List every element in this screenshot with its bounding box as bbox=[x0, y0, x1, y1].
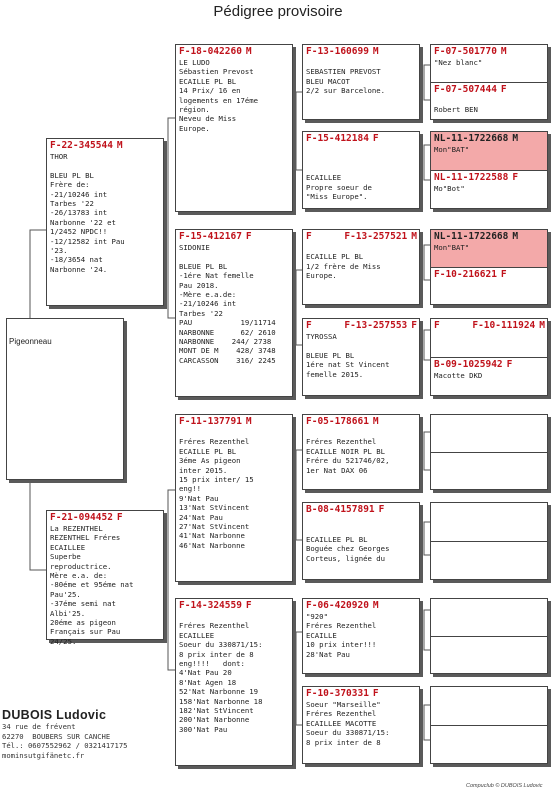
detail-line: 9'Nat Pau bbox=[179, 493, 219, 503]
ring-number: NL-11-1722588 bbox=[434, 172, 509, 183]
maternal-grandmother-card[interactable] bbox=[175, 598, 293, 766]
ring-number: NL-11-1722668 bbox=[434, 133, 509, 144]
mother-card[interactable] bbox=[46, 510, 164, 646]
gggp-stack-8 bbox=[430, 686, 548, 764]
ring-header bbox=[431, 45, 547, 58]
ring-header bbox=[303, 45, 419, 58]
detail-line: BLEU PL BL bbox=[50, 170, 94, 180]
ring-number: F-06-420920 bbox=[306, 600, 369, 611]
card-details bbox=[431, 243, 547, 252]
ring-header bbox=[176, 45, 292, 58]
sex-marker: F bbox=[116, 512, 123, 523]
gggp-3-father[interactable] bbox=[431, 230, 547, 267]
gggp-6-mother[interactable] bbox=[431, 541, 547, 581]
ring-header bbox=[431, 132, 547, 145]
owner-block bbox=[2, 708, 172, 760]
detail-line bbox=[306, 243, 417, 252]
detail-line: 8'Nat Agen 18 bbox=[179, 677, 237, 687]
sex-marker: F bbox=[372, 688, 379, 699]
detail-line bbox=[179, 428, 290, 437]
subject-card[interactable] bbox=[6, 318, 124, 480]
ggp-mf-mother-card[interactable] bbox=[302, 502, 420, 580]
detail-line: 46'Nat Narbonne bbox=[179, 540, 245, 550]
card-details bbox=[303, 332, 419, 379]
ring-number: F-10-216621 bbox=[434, 269, 497, 280]
detail-line: Fréres Rezenthel bbox=[179, 437, 250, 447]
detail-line: 300'Nat Pau bbox=[179, 724, 228, 734]
card-details bbox=[47, 152, 163, 274]
detail-line: 14 Prix/ 16 en bbox=[179, 86, 241, 96]
detail-line: région. bbox=[179, 105, 210, 115]
detail-line: ECAILLE NOIR PL BL bbox=[306, 446, 386, 456]
ring-header bbox=[176, 599, 292, 612]
detail-line: Fréres Rezenthel bbox=[306, 709, 377, 719]
detail-line: -18/3654 nat bbox=[50, 255, 103, 265]
ring-header bbox=[47, 139, 163, 152]
sex-marker: M bbox=[372, 600, 379, 611]
detail-line: Mon"BAT" bbox=[434, 145, 470, 154]
software-credit: Compuclub © DUBOIS Ludovic bbox=[466, 783, 543, 789]
card-details bbox=[47, 524, 163, 646]
gggp-5-mother[interactable] bbox=[431, 452, 547, 491]
detail-line: Pau'25. bbox=[50, 589, 81, 599]
detail-line: Boguée chez Georges bbox=[306, 544, 390, 554]
sex-marker: M bbox=[512, 133, 519, 144]
sex-marker: F bbox=[500, 84, 507, 95]
ring-number: NL-11-1722668 bbox=[434, 231, 509, 242]
detail-line: 8 prix inter de 8 bbox=[179, 649, 254, 659]
detail-line: logements en 17éme bbox=[179, 95, 259, 105]
detail-line bbox=[306, 516, 417, 525]
detail-line: 1/2452 NPDC!! bbox=[50, 227, 108, 237]
gggp-2-mother[interactable] bbox=[431, 170, 547, 210]
sex-marker: M bbox=[512, 231, 519, 242]
card-details bbox=[303, 243, 419, 281]
sex-marker: M bbox=[245, 416, 252, 427]
detail-line: Français sur Pau bbox=[50, 627, 121, 637]
owner-phone: Tél.: 0607552962 / 0321417175 bbox=[2, 741, 128, 750]
gggp-7-father[interactable] bbox=[431, 599, 547, 636]
detail-line: NARBONNE 244/ 2738 bbox=[179, 337, 272, 347]
detail-line: Corteus, lignée du bbox=[306, 553, 386, 563]
ring-header bbox=[303, 687, 419, 700]
gggp-2-father[interactable] bbox=[431, 132, 547, 170]
card-details bbox=[431, 184, 547, 193]
detail-line: 28'Nat Pau bbox=[306, 649, 350, 659]
detail-line: ECAILLEE bbox=[179, 630, 215, 640]
gggp-stack-1 bbox=[430, 44, 548, 120]
detail-line: REZENTHEL Fréres bbox=[50, 533, 121, 543]
detail-line: Soeur du 330871/15: bbox=[306, 728, 390, 738]
detail-line: Soeur "Marseille" bbox=[306, 700, 381, 709]
gggp-7-mother[interactable] bbox=[431, 636, 547, 675]
ring-prefix: F bbox=[306, 320, 312, 331]
detail-line bbox=[306, 341, 417, 350]
ring-number: F-15-412167 bbox=[179, 231, 242, 242]
detail-line: -21/10246 int bbox=[50, 189, 108, 199]
detail-line bbox=[306, 164, 417, 173]
ggp-mm-mother-card[interactable] bbox=[302, 686, 420, 764]
gggp-3-mother[interactable] bbox=[431, 267, 547, 306]
card-details bbox=[431, 371, 547, 380]
sex-marker: M bbox=[372, 416, 379, 427]
detail-line: LE LUDO bbox=[179, 58, 210, 67]
sex-marker: F bbox=[372, 133, 379, 144]
detail-line: NARBONNE 62/ 2610 bbox=[179, 327, 276, 337]
gggp-4-father[interactable] bbox=[431, 319, 547, 357]
detail-line: inter 2015. bbox=[179, 465, 228, 475]
detail-line: 24/25. bbox=[50, 636, 77, 646]
detail-line: -26/13783 int bbox=[50, 208, 108, 218]
detail-line: 1er Nat DAX 06 bbox=[306, 465, 368, 475]
ring-number: F-21-094452 bbox=[50, 512, 113, 523]
detail-line: -1ére Nat femelle bbox=[179, 271, 254, 281]
sex-marker: F bbox=[411, 320, 417, 331]
detail-line: 1/2 frère de Miss bbox=[306, 261, 381, 271]
detail-line: 15 prix inter/ 15 bbox=[179, 475, 254, 485]
gggp-1-mother[interactable] bbox=[431, 82, 547, 121]
detail-line: Neveu de Miss bbox=[179, 114, 237, 124]
ring-prefix: F bbox=[434, 320, 440, 331]
ring-header bbox=[431, 319, 547, 332]
sex-marker: F bbox=[500, 269, 507, 280]
ring-number: B-08-4157891 bbox=[306, 504, 375, 515]
detail-line: ECAILLEE MACOTTE bbox=[306, 718, 377, 728]
detail-line: '23. bbox=[50, 246, 68, 256]
detail-line bbox=[306, 428, 417, 437]
ring-number: F-18-042260 bbox=[179, 46, 242, 57]
sex-marker: M bbox=[411, 231, 417, 242]
paternal-grandmother-card[interactable] bbox=[175, 229, 293, 397]
detail-line: SIDONIE bbox=[179, 243, 210, 252]
detail-line: PAU 19/11714 bbox=[179, 318, 276, 328]
detail-line: "Nez blanc" bbox=[434, 58, 483, 67]
detail-line: "920" bbox=[306, 612, 328, 621]
gggp-8-father[interactable] bbox=[431, 687, 547, 725]
ring-number: F-11-137791 bbox=[179, 416, 242, 427]
ring-header bbox=[431, 83, 547, 96]
detail-line: 2/2 sur Barcelone. bbox=[306, 86, 386, 96]
detail-line: 4'Nat Pau 20 bbox=[179, 668, 232, 678]
paternal-grandfather-card[interactable] bbox=[175, 44, 293, 212]
owner-address-1: 34 rue de frévent bbox=[2, 722, 76, 731]
detail-line bbox=[50, 161, 161, 170]
ggp-mf-father-card[interactable] bbox=[302, 414, 420, 490]
detail-line: 158'Nat Narbonne 18 bbox=[179, 696, 263, 706]
detail-line: -12/12582 int Pau bbox=[50, 236, 125, 246]
card-details bbox=[303, 58, 419, 96]
detail-line: Frére du 521746/02, bbox=[306, 456, 390, 466]
ring-number: F-13-257553 bbox=[344, 320, 408, 331]
detail-line: 13'Nat StVincent bbox=[179, 503, 250, 513]
card-details bbox=[303, 700, 419, 747]
detail-line bbox=[306, 145, 417, 154]
detail-line: -80éme et 95éme nat bbox=[50, 580, 134, 590]
card-details bbox=[176, 58, 292, 133]
ring-header bbox=[431, 358, 547, 371]
sex-marker: M bbox=[372, 46, 379, 57]
ring-number: F-05-178661 bbox=[306, 416, 369, 427]
card-details bbox=[303, 145, 419, 201]
detail-line: 52'Nat Narbonne 19 bbox=[179, 687, 259, 697]
ring-number: F-10-111924 bbox=[472, 320, 536, 331]
detail-line: ECAILLE PL BL bbox=[306, 252, 364, 262]
detail-line: BLEU MACOT bbox=[306, 76, 350, 86]
maternal-grandfather-card[interactable] bbox=[175, 414, 293, 582]
detail-line bbox=[179, 612, 290, 621]
sex-marker: M bbox=[116, 140, 123, 151]
detail-line: eng!!!! dont: bbox=[179, 659, 245, 669]
detail-line: 200'Nat Narbonne bbox=[179, 715, 250, 725]
ring-header bbox=[176, 230, 292, 243]
detail-line: Sébastien Prevost bbox=[179, 67, 254, 77]
father-card[interactable] bbox=[46, 138, 164, 306]
card-details bbox=[431, 145, 547, 154]
detail-line bbox=[434, 96, 545, 105]
gggp-stack-7 bbox=[430, 598, 548, 674]
detail-line: -37éme semi nat bbox=[50, 599, 116, 609]
ggp-ff-father-card[interactable] bbox=[302, 44, 420, 120]
detail-line: 27'Nat StVincent bbox=[179, 522, 250, 532]
detail-line: Propre soeur de bbox=[306, 182, 372, 192]
owner-address-2: 62270 BOUBERS SUR CANCHE bbox=[2, 731, 111, 741]
detail-line: Soeur du 330871/15: bbox=[179, 640, 263, 650]
detail-line: Superbe bbox=[50, 552, 81, 562]
detail-line: ECAILLE PL BL bbox=[179, 446, 237, 456]
ring-header bbox=[303, 599, 419, 612]
detail-line: MONT DE M 428/ 3748 bbox=[179, 346, 276, 356]
detail-line: 1ére nat St Vincent bbox=[306, 360, 390, 370]
ggp-fm-mother-card[interactable] bbox=[302, 318, 420, 396]
sex-marker: F bbox=[245, 600, 252, 611]
detail-line: femelle 2015. bbox=[306, 369, 364, 379]
gggp-5-father[interactable] bbox=[431, 415, 547, 452]
detail-line: ECAILLEE bbox=[50, 542, 86, 552]
detail-line: TYROSSA bbox=[306, 332, 337, 341]
ring-number: F-07-501770 bbox=[434, 46, 497, 57]
detail-line: Mo"Bot" bbox=[434, 184, 465, 193]
sex-marker: M bbox=[500, 46, 507, 57]
detail-line: BLEUE PL BL bbox=[179, 261, 228, 271]
ring-number: F-14-324559 bbox=[179, 600, 242, 611]
detail-line: 10 prix inter!!! bbox=[306, 640, 377, 650]
ring-number: F-13-160699 bbox=[306, 46, 369, 57]
sex-marker: M bbox=[245, 46, 252, 57]
detail-line: Pau 2018. bbox=[179, 280, 219, 290]
gggp-6-father[interactable] bbox=[431, 503, 547, 541]
detail-line: Mon"BAT" bbox=[434, 243, 470, 252]
ring-header bbox=[303, 132, 419, 145]
ring-header bbox=[47, 511, 163, 524]
gggp-stack-6 bbox=[430, 502, 548, 580]
detail-line: Tarbes '22 bbox=[179, 308, 223, 318]
detail-line: -21/10246 int bbox=[179, 299, 237, 309]
ring-number: F-22-345544 bbox=[50, 140, 113, 151]
detail-line: Europe. bbox=[306, 271, 337, 281]
ring-header bbox=[303, 319, 419, 332]
detail-line: Tarbes '22 bbox=[50, 199, 94, 209]
detail-line: -Mère e.a.de: bbox=[179, 290, 237, 300]
ring-number: F-13-257521 bbox=[344, 231, 408, 242]
card-details bbox=[176, 243, 292, 365]
gggp-4-mother[interactable] bbox=[431, 357, 547, 397]
gggp-1-father[interactable] bbox=[431, 45, 547, 82]
detail-line: Macotte DKD bbox=[434, 371, 483, 380]
ggp-fm-father-card[interactable] bbox=[302, 229, 420, 305]
detail-line: Mère e.a. de: bbox=[50, 571, 108, 581]
ggp-ff-mother-card[interactable] bbox=[302, 131, 420, 209]
card-details bbox=[303, 428, 419, 475]
detail-line: Narbonne '22 et bbox=[50, 217, 116, 227]
ring-header bbox=[303, 230, 419, 243]
detail-line: Frère de: bbox=[50, 180, 90, 190]
detail-line: BLEUE PL BL bbox=[306, 350, 355, 360]
card-details bbox=[303, 516, 419, 563]
ring-header bbox=[431, 268, 547, 281]
sex-marker: F bbox=[512, 172, 519, 183]
gggp-stack-3 bbox=[430, 229, 548, 305]
ring-number: F-07-507444 bbox=[434, 84, 497, 95]
card-details bbox=[176, 612, 292, 734]
detail-line bbox=[179, 252, 290, 261]
ring-header bbox=[303, 415, 419, 428]
detail-line: SEBASTIEN PREVOST bbox=[306, 67, 381, 77]
detail-line: THOR bbox=[50, 152, 68, 161]
detail-line: 8 prix inter de 8 bbox=[306, 737, 381, 747]
ring-header bbox=[303, 503, 419, 516]
ring-number: F-15-412184 bbox=[306, 133, 369, 144]
subject-label: Pigeonneau bbox=[9, 337, 52, 346]
detail-line: ECAILLE PL BL bbox=[179, 76, 237, 86]
detail-line: 20éme as pigeon bbox=[50, 618, 116, 628]
card-details bbox=[431, 58, 547, 67]
ring-number: F-10-370331 bbox=[306, 688, 369, 699]
gggp-stack-4 bbox=[430, 318, 548, 396]
sex-marker: F bbox=[506, 359, 513, 370]
detail-line: Fréres Rezenthel bbox=[179, 621, 250, 631]
gggp-8-mother[interactable] bbox=[431, 725, 547, 765]
detail-line: Fréres Rezenthel bbox=[306, 621, 377, 631]
detail-line: ECAILLE bbox=[306, 630, 337, 640]
sex-marker: M bbox=[539, 320, 545, 331]
owner-name: DUBOIS Ludovic bbox=[2, 708, 107, 722]
sex-marker: F bbox=[378, 504, 385, 515]
page-title: Pédigree provisoire bbox=[213, 3, 343, 20]
gggp-stack-2 bbox=[430, 131, 548, 209]
detail-line: Fréres Rezenthel bbox=[306, 437, 377, 447]
detail-line: CARCASSON 316/ 2245 bbox=[179, 355, 276, 365]
detail-line: ECAILLEE bbox=[306, 173, 342, 183]
sex-marker: F bbox=[245, 231, 252, 242]
card-details bbox=[176, 428, 292, 550]
owner-email: mominsutgifänetc.fr bbox=[2, 750, 85, 760]
card-details bbox=[431, 96, 547, 115]
detail-line: 24'Nat Pau bbox=[179, 512, 223, 522]
detail-line: 3éme As pigeon bbox=[179, 456, 241, 466]
gggp-stack-5 bbox=[430, 414, 548, 490]
detail-line: "Miss Europe". bbox=[306, 192, 368, 202]
detail-line: Robert BEN bbox=[434, 105, 478, 115]
detail-line: 182'Nat StVincent bbox=[179, 706, 254, 716]
detail-line: eng!! bbox=[179, 484, 201, 494]
detail-line: 41'Nat Narbonne bbox=[179, 531, 245, 541]
ring-prefix: F bbox=[306, 231, 312, 242]
detail-line: reproductrice. bbox=[50, 561, 112, 571]
card-details bbox=[303, 612, 419, 659]
ring-header bbox=[176, 415, 292, 428]
detail-line: Narbonne '24. bbox=[50, 264, 108, 274]
ring-number: B-09-1025942 bbox=[434, 359, 503, 370]
detail-line: Europe. bbox=[179, 123, 210, 133]
detail-line bbox=[306, 525, 417, 534]
detail-line bbox=[306, 58, 417, 67]
ggp-mm-father-card[interactable] bbox=[302, 598, 420, 674]
detail-line: Albi'25. bbox=[50, 608, 86, 618]
detail-line: ECAILLEE PL BL bbox=[306, 534, 368, 544]
detail-line: La REZENTHEL bbox=[50, 524, 103, 533]
ring-header bbox=[431, 171, 547, 184]
ring-header bbox=[431, 230, 547, 243]
detail-line bbox=[306, 154, 417, 163]
